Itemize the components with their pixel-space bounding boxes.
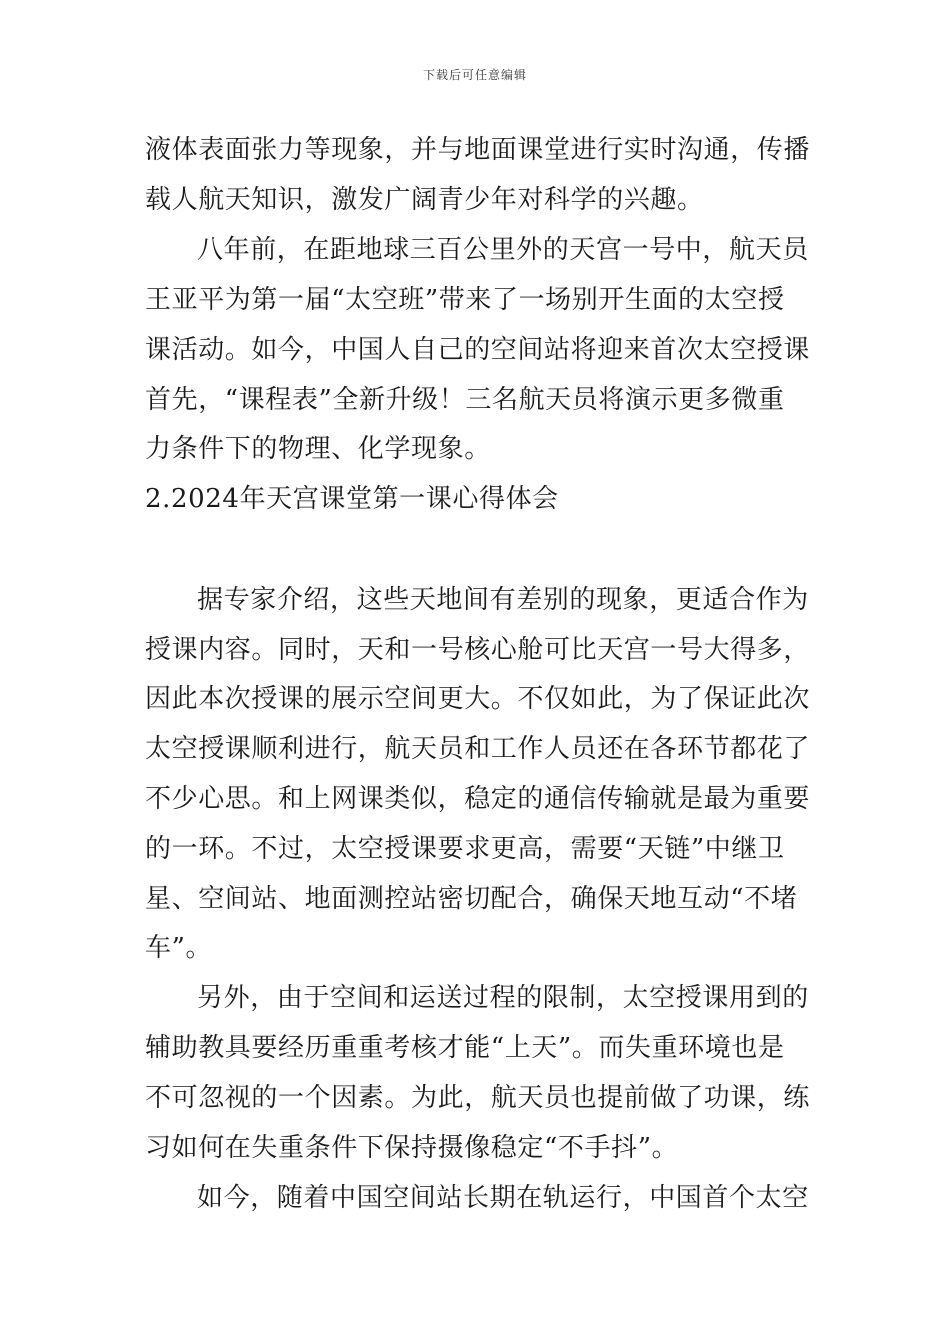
text-line: 授课内容。同时，天和一号核心舱可比天宫一号大得多， — [145, 635, 811, 665]
text-line: 星、空间站、地面测控站密切配合，确保天地互动“不堵 — [145, 884, 798, 914]
text-line: 另外，由于空间和运送过程的限制，太空授课用到的 — [197, 983, 809, 1013]
text-line: 首先，“课程表”全新升级！三名航天员将演示更多微重 — [145, 385, 785, 415]
text-line: 课活动。如今，中国人自己的空间站将迎来首次太空授课 — [145, 335, 811, 365]
section-heading: 2.2024年天宫课堂第一课心得体会 — [145, 484, 559, 514]
text-line: 载人航天知识，激发广阔青少年对科学的兴趣。 — [145, 185, 704, 215]
text-line: 不少心思。和上网课类似，稳定的通信传输就是最为重要 — [145, 784, 811, 814]
text-line: 因此本次授课的展示空间更大。不仅如此，为了保证此次 — [145, 684, 811, 714]
text-line: 液体表面张力等现象，并与地面课堂进行实时沟通，传播 — [145, 135, 811, 165]
text-line: 八年前，在距地球三百公里外的天宫一号中，航天员 — [197, 235, 809, 265]
text-line: 习如何在失重条件下保持摄像稳定“不手抖”。 — [145, 1133, 679, 1163]
text-line: 据专家介绍，这些天地间有差别的现象，更适合作为 — [197, 585, 809, 615]
text-line: 辅助教具要经历重重考核才能“上天”。而失重环境也是 — [145, 1033, 785, 1063]
text-line: 不可忽视的一个因素。为此，航天员也提前做了功课，练 — [145, 1083, 811, 1113]
text-line: 车”。 — [145, 933, 213, 963]
page-header-note: 下载后可任意编辑 — [422, 68, 527, 82]
text-line: 太空授课顺利进行，航天员和工作人员还在各环节都花了 — [145, 734, 811, 764]
text-line: 的一环。不过，太空授课要求更高，需要“天链”中继卫 — [145, 834, 785, 864]
text-line: 力条件下的物理、化学现象。 — [145, 434, 491, 464]
text-line: 如今，随着中国空间站长期在轨运行，中国首个太空 — [197, 1183, 809, 1213]
text-line: 王亚平为第一届“太空班”带来了一场别开生面的太空授 — [145, 285, 785, 315]
